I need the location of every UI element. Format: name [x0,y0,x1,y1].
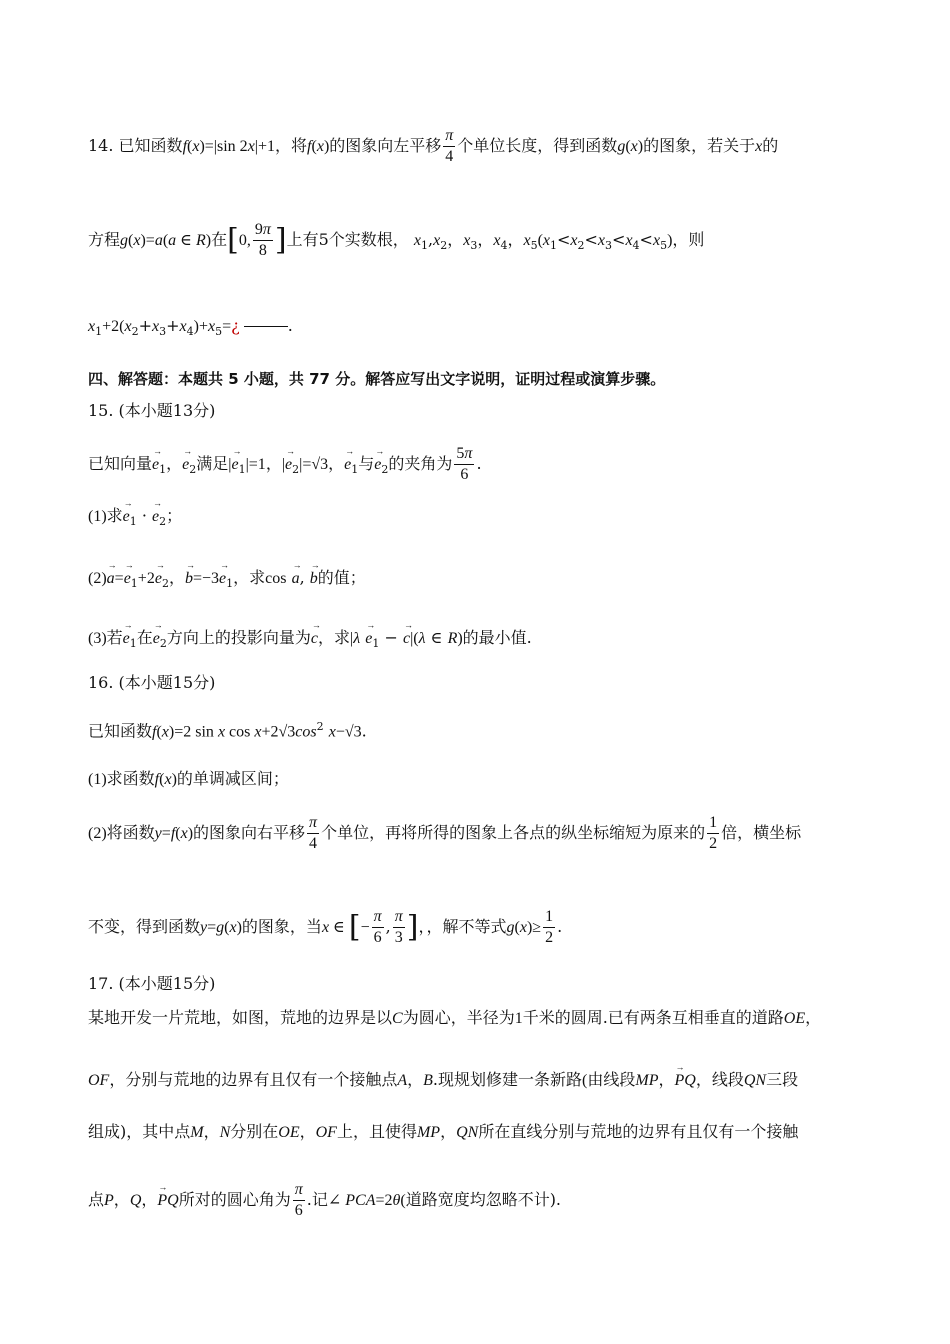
q15-part3: (3)若→ $e_1$在→ $e_2$方向上的投影向量为→ c，求$|\lambda \to e_1$ − → c|(λ ∈ R)的最小值. [88,626,862,656]
q14-line3: $x_1+2(x_2+x_3+x_4)+x_5=¿$ . [88,316,293,339]
q14-answer-blank[interactable] [244,326,288,327]
q14-line2: 方程g(x)=a(a ∈ R)在[0, $\frac{9\pi}{8}$ ]上有5个实数根， $x_1,x_2$，$x_3$，$x_4$，$x_5(x_1<x_2<x_3<x_4<x_5)$，则 [88,221,705,259]
q17-line2: OF，分别与荒地的边界有且仅有一个接触点A，B.现规划修建一条新路(由线段MP，→ PQ，线段QN三段 [88,1068,862,1093]
q14-line1: 14. 已知函数f(x)=|sin 2x|+1，将f(x)的图象向左平移 $\frac{\pi}{4}$ 个单位长度，得到函数g(x)的图象，若关于x的 [88,127,779,165]
q17-line3: 组成)，其中点M，N分别在OE，OF上，且使得MP，QN所在直线分别与荒地的边界有且仅有一个接触 [88,1122,799,1141]
q17-line4: 点P，Q，→ PQ所对的圆心角为 $\frac{\pi}{6}$ .记∠ PCA=2θ(道路宽度均忽略不计). [88,1180,862,1221]
q16-part2-line2: 不变，得到函数y=g(x)的图象，当x ∈ [− $\frac{\pi}{6}$ , $\frac{\pi}{3}$ ]，，解不等式g(x)≥ $\frac{1}{2}$ . [88,908,563,946]
q17-header: 17. (本小题15分) [88,974,216,993]
q16-stem: 已知函数f(x)=2 sin x $\cos x+2√3\cos^2$ x−√3. [88,720,367,741]
q16-part2-line1: (2)将函数y=f(x)的图象向右平移 $\frac{\pi}{4}$ 个单位，再将所得的图象上各点的纵坐标缩短为原来的 $\frac{1}{2}$ 倍，横坐标 [88,814,802,852]
q15-part2: $(2)\to a=\to e_1+2\to e_2$，→ $b=-3\to e_1$，求cos → a, → b的值； [88,566,862,596]
q16-part1: (1)求函数f(x)的单调减区间； [88,769,289,788]
section-4-heading: 四、解答题：本题共 5 小题，共 77 分。解答应写出文字说明，证明过程或演算步骤。 [88,370,666,388]
q15-part1: (1)求→ $e_1$ · → $e_2$； [88,504,862,534]
q16-header: 16. (本小题15分) [88,673,216,692]
q15-stem: 已知向量→ $e_1$，→ $e_2$满足|→ $e_1|=1$，|→ $e_2|=√3$，→ $e_1$与→ $e_2$的夹角为 $\frac{5\pi}{6}$ . [88,444,862,485]
q14-answer-placeholder: ¿ [231,316,240,335]
q17-line1: 某地开发一片荒地，如图，荒地的边界是以C为圆心，半径为1千米的圆周.已有两条互相垂直的道路OE， [88,1008,822,1027]
q15-header: 15. (本小题13分) [88,401,216,420]
